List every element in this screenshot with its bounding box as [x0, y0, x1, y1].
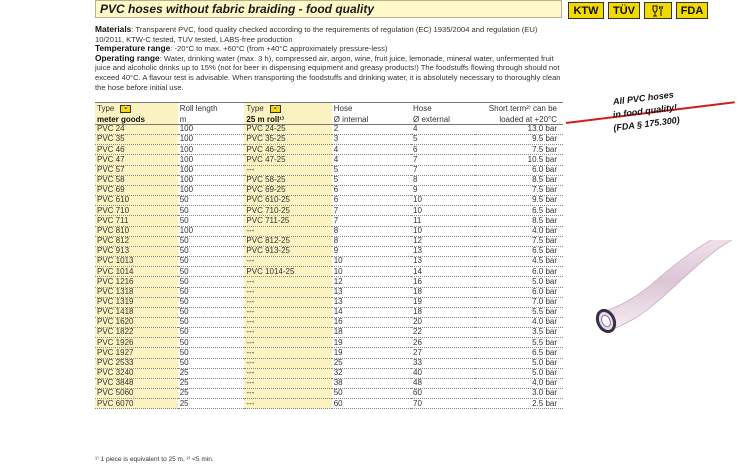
cell-internal: 4 — [332, 145, 411, 155]
cell-roll-length: 50 — [178, 317, 245, 327]
cell-type-meter: PVC 610 — [95, 196, 178, 206]
header-external-label: Ø external — [411, 114, 475, 125]
cell-roll-length: 100 — [178, 165, 245, 175]
table-row — [95, 399, 563, 409]
cell-external: 60 — [411, 389, 475, 399]
table-row — [95, 216, 563, 226]
table-row — [95, 317, 563, 327]
cell-pressure: 8.5 bar — [475, 216, 563, 226]
cell-type-roll: --- — [244, 368, 331, 378]
cell-internal: 13 — [332, 297, 411, 307]
cell-external: 26 — [411, 338, 475, 348]
callout-line-1: All PVC hoses — [612, 89, 675, 107]
cell-pressure: 5.0 bar — [475, 358, 563, 368]
cell-pressure: 4.0 bar — [475, 378, 563, 388]
cell-roll-length: 50 — [178, 307, 245, 317]
cell-internal: 14 — [332, 307, 411, 317]
cell-pressure: 6.0 bar — [475, 165, 563, 175]
operating-paragraph — [95, 54, 563, 92]
cell-type-roll: --- — [244, 297, 331, 307]
cell-pressure: 7.0 bar — [475, 297, 563, 307]
cell-pressure: 7.5 bar — [475, 185, 563, 195]
header-meter-goods: meter goods — [95, 114, 178, 125]
cell-internal: 5 — [332, 165, 411, 175]
cell-roll-length: 50 — [178, 246, 245, 256]
cell-pressure: 7.5 bar — [475, 145, 563, 155]
table-row — [95, 287, 563, 297]
cell-external: 11 — [411, 216, 475, 226]
materials-label: Materials — [95, 24, 132, 34]
cell-internal: 7 — [332, 216, 411, 226]
cell-type-roll: --- — [244, 165, 331, 175]
cell-type-roll: --- — [244, 257, 331, 267]
table-row — [95, 338, 563, 348]
cell-internal: 60 — [332, 399, 411, 409]
cell-internal: 50 — [332, 389, 411, 399]
cell-type-roll: --- — [244, 399, 331, 409]
cell-type-roll: --- — [244, 328, 331, 338]
hose-table — [95, 102, 563, 409]
cell-pressure: 6.5 bar — [475, 246, 563, 256]
cell-type-roll: PVC 47-25 — [244, 155, 331, 165]
cell-internal: 16 — [332, 317, 411, 327]
cell-type-roll: --- — [244, 226, 331, 236]
page-title: PVC hoses without fabric braiding - food quality — [100, 2, 375, 16]
cell-type-roll: PVC 46-25 — [244, 145, 331, 155]
cell-roll-length: 50 — [178, 216, 245, 226]
cell-type-roll: PVC 711-25 — [244, 216, 331, 226]
cell-type-meter: PVC 5060 — [95, 389, 178, 399]
table-row — [95, 368, 563, 378]
cell-external: 6 — [411, 145, 475, 155]
header-hose-internal: Hose — [332, 103, 411, 115]
cell-type-roll: --- — [244, 378, 331, 388]
header-type-meter: Type 🍷 — [95, 103, 178, 115]
cell-type-roll: --- — [244, 338, 331, 348]
cell-type-meter: PVC 47 — [95, 155, 178, 165]
table-body — [95, 125, 563, 409]
cell-roll-length: 100 — [178, 226, 245, 236]
operating-label: Operating range — [95, 52, 160, 63]
cell-type-meter: PVC 2533 — [95, 358, 178, 368]
header-roll-length: Roll length — [178, 103, 245, 115]
cell-type-roll: PVC 69-25 — [244, 185, 331, 195]
cell-type-meter: PVC 913 — [95, 246, 178, 256]
cell-type-meter: PVC 812 — [95, 236, 178, 246]
cell-pressure: 6.5 bar — [475, 206, 563, 216]
cell-roll-length: 50 — [178, 277, 245, 287]
cell-internal: 25 — [332, 358, 411, 368]
cell-pressure: 9.5 bar — [475, 196, 563, 206]
cell-roll-length: 100 — [178, 125, 245, 135]
cell-external: 19 — [411, 297, 475, 307]
cell-internal: 8 — [332, 226, 411, 236]
food-glass-icon — [644, 2, 672, 19]
header-short-term: Short term²⁾ can be — [475, 103, 563, 115]
cell-type-meter: PVC 58 — [95, 175, 178, 185]
cell-type-meter: PVC 1014 — [95, 267, 178, 277]
cell-external: 8 — [411, 175, 475, 185]
cell-type-roll: PVC 35-25 — [244, 135, 331, 145]
cell-type-roll: --- — [244, 348, 331, 358]
cell-roll-length: 50 — [178, 338, 245, 348]
cell-external: 14 — [411, 267, 475, 277]
cell-type-meter: PVC 57 — [95, 165, 178, 175]
table-row — [95, 257, 563, 267]
fda-badge: FDA — [676, 2, 708, 19]
cell-external: 48 — [411, 378, 475, 388]
cell-type-meter: PVC 6070 — [95, 399, 178, 409]
cell-roll-length: 100 — [178, 185, 245, 195]
cell-roll-length: 100 — [178, 175, 245, 185]
cell-type-meter: PVC 35 — [95, 135, 178, 145]
cell-type-roll: --- — [244, 287, 331, 297]
materials-text: : Transparent PVC, food quality checked according to the requirements of regulation (EC) 1935/2004 and regulation (EU) 10/2011, KTW-C tested, TUV tested, LABS-free production — [95, 25, 538, 44]
table-row — [95, 246, 563, 256]
cell-internal: 13 — [332, 287, 411, 297]
cell-internal: 32 — [332, 368, 411, 378]
cell-internal: 10 — [332, 257, 411, 267]
header-loaded-at: loaded at +20°C — [475, 114, 563, 125]
table-row — [95, 348, 563, 358]
table-row — [95, 328, 563, 338]
cell-pressure: 5.5 bar — [475, 338, 563, 348]
cell-roll-length: 25 — [178, 389, 245, 399]
cell-external: 70 — [411, 399, 475, 409]
food-quality-callout — [588, 85, 702, 137]
cell-roll-length: 50 — [178, 287, 245, 297]
cell-type-roll: --- — [244, 389, 331, 399]
cell-type-meter: PVC 1926 — [95, 338, 178, 348]
callout-line-2: in food quality! — [612, 102, 678, 120]
cell-roll-length: 25 — [178, 378, 245, 388]
cell-internal: 6 — [332, 196, 411, 206]
header-internal-label: Ø internal — [332, 114, 411, 125]
cell-type-roll: PVC 24-25 — [244, 125, 331, 135]
description — [95, 25, 563, 92]
table-row — [95, 206, 563, 216]
cell-type-meter: PVC 3240 — [95, 368, 178, 378]
cell-pressure: 13.0 bar — [475, 125, 563, 135]
table-row — [95, 185, 563, 195]
temperature-text: : -20°C to max. +60°C (from +40°C approximately pressure-less) — [170, 44, 388, 54]
cell-pressure: 7.5 bar — [475, 236, 563, 246]
table-row — [95, 175, 563, 185]
table-row — [95, 307, 563, 317]
cell-external: 13 — [411, 246, 475, 256]
cell-type-roll: --- — [244, 358, 331, 368]
cell-pressure: 4.0 bar — [475, 317, 563, 327]
cell-external: 4 — [411, 125, 475, 135]
header-hose-external: Hose — [411, 103, 475, 115]
cell-pressure: 3.5 bar — [475, 328, 563, 338]
cell-type-meter: PVC 24 — [95, 125, 178, 135]
cell-roll-length: 50 — [178, 348, 245, 358]
cell-pressure: 4.5 bar — [475, 257, 563, 267]
cell-external: 10 — [411, 206, 475, 216]
cell-pressure: 5.0 bar — [475, 368, 563, 378]
glass-icon: 🍷 — [270, 105, 281, 113]
table-row — [95, 277, 563, 287]
table-row — [95, 125, 563, 135]
table-row — [95, 165, 563, 175]
cell-internal: 9 — [332, 246, 411, 256]
cell-type-roll: --- — [244, 307, 331, 317]
cell-type-meter: PVC 46 — [95, 145, 178, 155]
cell-roll-length: 25 — [178, 399, 245, 409]
cell-external: 10 — [411, 226, 475, 236]
cell-roll-length: 50 — [178, 297, 245, 307]
cell-pressure: 8.5 bar — [475, 175, 563, 185]
cell-external: 12 — [411, 236, 475, 246]
cell-external: 33 — [411, 358, 475, 368]
cell-type-meter: PVC 1216 — [95, 277, 178, 287]
cell-internal: 19 — [332, 348, 411, 358]
cell-internal: 10 — [332, 267, 411, 277]
cell-external: 16 — [411, 277, 475, 287]
cell-roll-length: 100 — [178, 135, 245, 145]
cell-pressure: 6.0 bar — [475, 287, 563, 297]
cell-pressure: 4.0 bar — [475, 226, 563, 236]
cell-external: 9 — [411, 185, 475, 195]
cell-external: 5 — [411, 135, 475, 145]
cell-external: 20 — [411, 317, 475, 327]
table-row — [95, 358, 563, 368]
cell-internal: 8 — [332, 236, 411, 246]
cell-type-meter: PVC 710 — [95, 206, 178, 216]
cell-type-meter: PVC 711 — [95, 216, 178, 226]
cell-type-meter: PVC 3848 — [95, 378, 178, 388]
table-row — [95, 297, 563, 307]
cell-internal: 38 — [332, 378, 411, 388]
cell-roll-length: 50 — [178, 328, 245, 338]
cell-type-meter: PVC 810 — [95, 226, 178, 236]
ktw-badge: KTW — [568, 2, 604, 19]
header-roll-unit: m — [178, 114, 245, 125]
cell-type-roll: PVC 1014-25 — [244, 267, 331, 277]
cell-type-roll: PVC 913-25 — [244, 246, 331, 256]
cell-pressure: 2.5 bar — [475, 399, 563, 409]
cell-internal: 6 — [332, 185, 411, 195]
cell-internal: 12 — [332, 277, 411, 287]
cell-pressure: 6.5 bar — [475, 348, 563, 358]
cell-pressure: 9.5 bar — [475, 135, 563, 145]
temperature-paragraph — [95, 44, 563, 54]
cell-roll-length: 50 — [178, 267, 245, 277]
cell-type-meter: PVC 69 — [95, 185, 178, 195]
callout-line-3: (FDA § 175.300) — [612, 114, 681, 133]
cell-type-meter: PVC 1318 — [95, 287, 178, 297]
cell-roll-length: 50 — [178, 236, 245, 246]
certification-badges — [568, 2, 708, 20]
footnote: ¹⁾ 1 piece is equivalent to 25 m, ²⁾ <5 min. — [95, 456, 214, 463]
cell-pressure: 5.0 bar — [475, 277, 563, 287]
glass-fork-icon — [651, 5, 665, 17]
table-row — [95, 267, 563, 277]
cell-internal: 18 — [332, 328, 411, 338]
cell-pressure: 3.0 bar — [475, 389, 563, 399]
cell-roll-length: 25 — [178, 368, 245, 378]
glass-icon: 🍷 — [120, 105, 131, 113]
temperature-label: Temperature range — [95, 43, 171, 54]
pvc-hose-image — [562, 240, 732, 350]
operating-text: : Water, drinking water (max. 3 h), compressed air, argon, wine, fruit juice, lemonade, mineral water, unfermented fruit juice and alcoholic drinks up to 15% (not for beer in dispensing equipment and greasy products!) The foodstuffs flowing through should not exceed 40°C. A flavour test is advisable. When transporting the foodstuffs and drinking water, it is absolutely necessary to thoroughly clean the hose before initial use. — [95, 53, 561, 92]
tuv-badge: TÜV — [608, 2, 640, 19]
cell-external: 7 — [411, 155, 475, 165]
cell-internal: 4 — [332, 155, 411, 165]
cell-external: 18 — [411, 307, 475, 317]
cell-type-roll: PVC 710-25 — [244, 206, 331, 216]
cell-type-roll: --- — [244, 277, 331, 287]
cell-roll-length: 100 — [178, 145, 245, 155]
title-bar — [95, 0, 562, 18]
table-row — [95, 226, 563, 236]
cell-type-roll: PVC 610-25 — [244, 196, 331, 206]
cell-pressure: 5.5 bar — [475, 307, 563, 317]
cell-internal: 2 — [332, 125, 411, 135]
cell-type-meter: PVC 1620 — [95, 317, 178, 327]
cell-type-meter: PVC 1822 — [95, 328, 178, 338]
header-25m-roll: 25 m roll¹⁾ — [244, 114, 331, 125]
table-row — [95, 389, 563, 399]
cell-external: 27 — [411, 348, 475, 358]
cell-external: 22 — [411, 328, 475, 338]
materials-paragraph — [95, 25, 563, 44]
cell-external: 13 — [411, 257, 475, 267]
cell-external: 10 — [411, 196, 475, 206]
cell-type-meter: PVC 1013 — [95, 257, 178, 267]
cell-internal: 19 — [332, 338, 411, 348]
cell-type-roll: PVC 812-25 — [244, 236, 331, 246]
cell-type-roll: --- — [244, 317, 331, 327]
cell-roll-length: 50 — [178, 257, 245, 267]
cell-type-meter: PVC 1927 — [95, 348, 178, 358]
cell-roll-length: 100 — [178, 155, 245, 165]
table-row — [95, 236, 563, 246]
cell-internal: 7 — [332, 206, 411, 216]
table-row — [95, 378, 563, 388]
header-type-roll: Type 🍷 — [244, 103, 331, 115]
table-row — [95, 135, 563, 145]
cell-external: 18 — [411, 287, 475, 297]
cell-internal: 5 — [332, 175, 411, 185]
cell-internal: 3 — [332, 135, 411, 145]
cell-roll-length: 50 — [178, 196, 245, 206]
table-row — [95, 145, 563, 155]
cell-type-meter: PVC 1319 — [95, 297, 178, 307]
cell-pressure: 10.5 bar — [475, 155, 563, 165]
cell-roll-length: 50 — [178, 358, 245, 368]
cell-external: 7 — [411, 165, 475, 175]
cell-external: 40 — [411, 368, 475, 378]
table-row — [95, 155, 563, 165]
cell-type-meter: PVC 1418 — [95, 307, 178, 317]
table-row — [95, 196, 563, 206]
cell-roll-length: 50 — [178, 206, 245, 216]
cell-pressure: 6.0 bar — [475, 267, 563, 277]
cell-type-roll: PVC 58-25 — [244, 175, 331, 185]
